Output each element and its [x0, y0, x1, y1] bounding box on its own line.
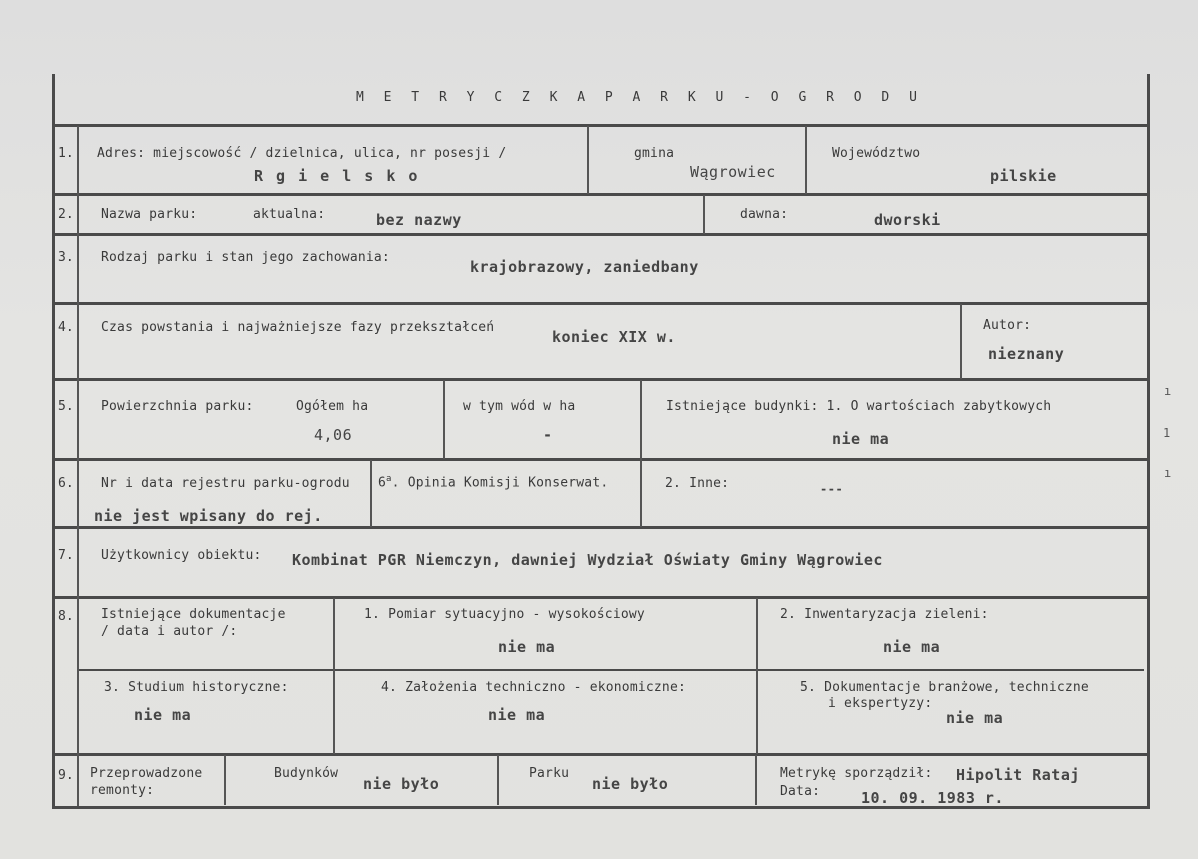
creation-time-value: koniec XIX w. — [552, 328, 676, 346]
existing-buildings-label: Istniejące budynki: 1. O wartościach zabytkowych — [666, 399, 1052, 414]
row-divider — [52, 124, 1147, 127]
current-name-value: bez nazwy — [376, 211, 462, 229]
branch-docs-label: 5. Dokumentacje branżowe, techniczne — [800, 680, 1089, 695]
margin-tick: ı — [1164, 466, 1172, 480]
number-column-divider — [77, 126, 79, 806]
author-label: Autor: — [983, 318, 1032, 333]
repairs-buildings-label: Budynków — [274, 766, 339, 781]
row-number: 2. — [58, 207, 74, 222]
cell-divider — [333, 598, 335, 754]
row-number: 4. — [58, 320, 74, 335]
users-label: Użytkownicy obiektu: — [101, 548, 262, 563]
inventory-label: 2. Inwentaryzacja zieleni: — [780, 607, 989, 622]
prepared-by-label: Metrykę sporządził: — [780, 766, 933, 781]
address-label: Adres: miejscowość / dzielnica, ulica, nr posesji / — [97, 146, 507, 161]
row-number: 5. — [58, 399, 74, 414]
row-divider — [52, 233, 1147, 236]
gmina-label: gmina — [634, 146, 675, 161]
branch-docs-sublabel: i ekspertyzy: — [828, 696, 933, 711]
users-value: Kombinat PGR Niemczyn, dawniej Wydział Oświaty Gminy Wągrowiec — [292, 551, 883, 569]
cell-divider — [805, 126, 807, 194]
former-name-value: dworski — [874, 211, 941, 229]
margin-tick: ı — [1164, 384, 1172, 398]
cell-divider — [640, 380, 642, 527]
cell-divider — [370, 460, 372, 527]
form-frame — [52, 74, 1150, 809]
cell-divider — [224, 755, 226, 805]
cell-divider — [79, 669, 1144, 671]
water-area-value: - — [543, 426, 553, 444]
row-divider — [52, 458, 1147, 461]
cell-divider — [443, 380, 445, 459]
prepared-by-value: Hipolit Rataj — [956, 766, 1080, 784]
documentation-label: Istniejące dokumentacje — [101, 607, 286, 622]
existing-buildings-value: nie ma — [832, 430, 890, 448]
register-value: nie jest wpisany do rej. — [94, 507, 323, 525]
voivodeship-value: pilskie — [990, 167, 1057, 185]
park-name-label: Nazwa parku: — [101, 207, 198, 222]
date-label: Data: — [780, 784, 821, 799]
repairs-buildings-value: nie było — [363, 775, 440, 793]
water-area-label: w tym wód w ha — [463, 399, 576, 414]
documentation-sublabel: / data i autor /: — [101, 624, 238, 639]
repairs-park-value: nie było — [592, 775, 669, 793]
historical-study-label: 3. Studium historyczne: — [104, 680, 289, 695]
row-divider — [52, 753, 1147, 756]
row-number: 7. — [58, 548, 74, 563]
cell-divider — [756, 598, 758, 754]
branch-docs-value: nie ma — [946, 709, 1004, 727]
cell-divider — [497, 755, 499, 805]
row-divider — [52, 596, 1147, 599]
total-area-label: Ogółem ha — [296, 399, 369, 414]
other-buildings-label: 2. Inne: — [665, 476, 730, 491]
row-number: 9. — [58, 768, 74, 783]
gmina-value: Wągrowiec — [690, 163, 776, 181]
repairs-label: Przeprowadzone — [90, 766, 203, 781]
row-divider — [52, 302, 1147, 305]
current-name-label: aktualna: — [253, 207, 326, 222]
form-title: M E T R Y C Z K A P A R K U - O G R O D U — [356, 90, 923, 105]
repairs-park-label: Parku — [529, 766, 570, 781]
technical-assumptions-label: 4. Założenia techniczno - ekonomiczne: — [381, 680, 687, 695]
row-divider — [52, 193, 1147, 196]
row-divider — [52, 378, 1147, 381]
row-number: 6. — [58, 476, 74, 491]
other-buildings-value: --- — [820, 482, 844, 496]
row-number: 8. — [58, 609, 74, 624]
creation-time-label: Czas powstania i najważniejsze fazy przekształceń — [101, 320, 495, 335]
park-type-label: Rodzaj parku i stan jego zachowania: — [101, 250, 390, 265]
former-name-label: dawna: — [740, 207, 789, 222]
row-divider — [52, 526, 1147, 529]
address-value: R g i e l s k o — [254, 167, 420, 185]
row-number: 3. — [58, 250, 74, 265]
cell-divider — [755, 755, 757, 805]
voivodeship-label: Województwo — [832, 146, 921, 161]
repairs-sublabel: remonty: — [90, 783, 155, 798]
date-value: 10. 09. 1983 r. — [861, 789, 1004, 807]
row-number: 1. — [58, 146, 74, 161]
author-value: nieznany — [988, 345, 1065, 363]
historical-study-value: nie ma — [134, 706, 192, 724]
cell-divider — [703, 195, 705, 234]
inventory-value: nie ma — [883, 638, 941, 656]
park-type-value: krajobrazowy, zaniedbany — [470, 258, 699, 276]
survey-label: 1. Pomiar sytuacyjno - wysokościowy — [364, 607, 645, 622]
area-label: Powierzchnia parku: — [101, 399, 254, 414]
register-label: Nr i data rejestru parku-ogrodu — [101, 476, 350, 491]
survey-value: nie ma — [498, 638, 556, 656]
conservator-opinion-label: 6$^a$. Opinia Komisji Konserwat. — [378, 474, 609, 491]
margin-mark: 1 — [1163, 426, 1171, 440]
cell-divider — [587, 126, 589, 194]
total-area-value: 4,06 — [314, 426, 353, 444]
cell-divider — [960, 304, 962, 379]
technical-assumptions-value: nie ma — [488, 706, 546, 724]
